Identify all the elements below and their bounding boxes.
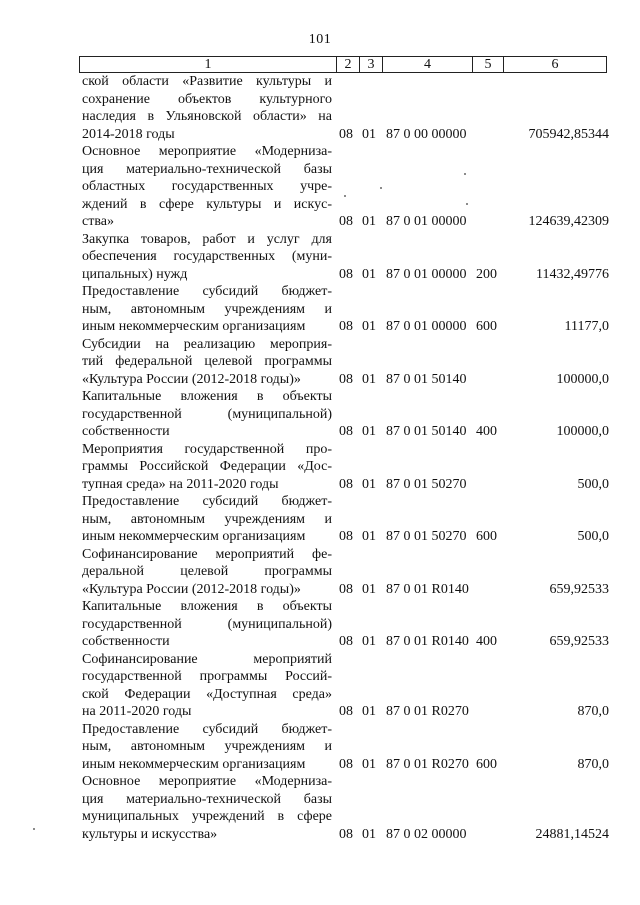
row-description [82,441,332,494]
header-col-1: 1 [80,57,337,73]
table-row [0,721,640,774]
description-line: Мероприятия государственной про- [82,441,332,457]
description-line: ция материально-технической базы [82,791,332,807]
row-description [82,73,332,143]
amount: 659,92533 [549,634,609,649]
description-line: ской Федерации «Доступная среда» [82,686,332,702]
subsection-code: 01 [362,529,376,544]
header-col-4: 4 [383,57,473,73]
section-code: 08 [339,126,353,142]
description-line: ской области «Развитие культуры и [82,74,332,89]
row-description [82,721,332,774]
row-description [82,283,332,336]
description-line: 2014-2018 годы [82,126,175,142]
row-description [82,336,332,389]
subsection-code: 01 [362,476,376,492]
section-code: 08 [339,476,353,492]
amount: 100000,0 [556,424,609,439]
section-code: 08 [339,634,353,649]
description-line: иным некоммерческим организациям [82,529,306,544]
description-line: граммы Российской Федерации «Дос- [82,459,332,474]
description-line: областных государственных учре- [82,179,332,194]
description-line: «Культура России (2012-2018 годы)» [82,371,301,387]
table-row [0,283,640,336]
row-description [82,598,332,651]
description-line: Основное мероприятие «Модерниза- [82,144,332,159]
amount: 500,0 [577,476,609,492]
table-row [0,388,640,441]
description-line: Предоставление субсидий бюджет- [82,721,332,737]
section-code: 08 [339,581,353,597]
description-line: государственной программы Россий- [82,669,332,684]
amount: 100000,0 [556,371,609,387]
subsection-code: 01 [362,756,376,772]
row-description [82,546,332,599]
target-article-code: 87 0 01 R0270 [386,756,469,772]
description-line: иным некоммерческим организациям [82,319,306,334]
scan-speck [466,203,468,205]
description-line: ным, автономным учреждениям и [82,301,332,317]
row-description [82,231,332,284]
header-col-5: 5 [473,57,504,73]
amount: 870,0 [577,756,609,772]
section-code: 08 [339,371,353,387]
description-line: обеспечения государственных (муни- [82,249,332,264]
table-row [0,143,640,231]
amount: 11177,0 [564,319,609,334]
subsection-code: 01 [362,214,376,229]
scan-speck [344,195,346,197]
description-line: Основное мероприятие «Модерниза- [82,774,332,789]
amount: 11432,49776 [536,266,609,282]
scan-speck [380,187,382,189]
target-article-code: 87 0 02 00000 [386,826,467,842]
header-col-3: 3 [360,57,383,73]
target-article-code: 87 0 01 R0270 [386,704,469,719]
description-line: собственности [82,424,170,439]
target-article-code: 87 0 01 R0140 [386,581,469,597]
target-article-code: 87 0 01 50270 [386,476,467,492]
subsection-code: 01 [362,424,376,439]
subsection-code: 01 [362,126,376,142]
row-description [82,773,332,843]
target-article-code: 87 0 01 50140 [386,424,467,439]
target-article-code: 87 0 01 00000 [386,319,467,334]
expense-type-code: 200 [476,266,497,282]
description-line: ципальных) нужд [82,266,188,282]
description-line: тий федеральной целевой программы [82,354,332,369]
section-code: 08 [339,704,353,719]
expense-type-code: 400 [476,424,497,439]
target-article-code: 87 0 01 00000 [386,214,467,229]
table-row [0,773,640,843]
description-line: Софинансирование мероприятий [82,651,332,667]
description-line: собственности [82,634,170,649]
subsection-code: 01 [362,634,376,649]
description-line: Софинансирование мероприятий фе- [82,546,332,562]
row-description [82,493,332,546]
section-code: 08 [339,266,353,282]
table-row [0,546,640,599]
row-description [82,388,332,441]
expense-type-code: 400 [476,634,497,649]
expense-type-code: 600 [476,319,497,334]
table-row [0,336,640,389]
amount: 705942,85344 [528,126,609,142]
amount: 870,0 [577,704,609,719]
page-number: 101 [308,32,332,47]
target-article-code: 87 0 01 50270 [386,529,467,544]
subsection-code: 01 [362,581,376,597]
section-code: 08 [339,826,353,842]
target-article-code: 87 0 00 00000 [386,126,467,142]
subsection-code: 01 [362,371,376,387]
subsection-code: 01 [362,704,376,719]
table-row [0,493,640,546]
subsection-code: 01 [362,319,376,334]
subsection-code: 01 [362,266,376,282]
description-line: сохранение объектов культурного [82,91,332,107]
description-line: Предоставление субсидий бюджет- [82,284,332,299]
amount: 659,92533 [549,581,609,597]
table-row [0,231,640,284]
table-row [0,598,640,651]
description-line: Капитальные вложения в объекты [82,599,332,614]
target-article-code: 87 0 01 50140 [386,371,467,387]
budget-table-body [0,73,640,843]
amount: 24881,14524 [535,826,609,842]
description-line: Предоставление субсидий бюджет- [82,494,332,509]
column-header-row [79,56,607,73]
target-article-code: 87 0 01 R0140 [386,634,469,649]
header-col-6: 6 [504,57,607,73]
row-description [82,143,332,231]
target-article-code: 87 0 01 00000 [386,266,467,282]
table-row [0,441,640,494]
description-line: «Культура России (2012-2018 годы)» [82,581,301,597]
section-code: 08 [339,529,353,544]
header-col-2: 2 [337,57,360,73]
description-line: иным некоммерческим организациям [82,756,306,772]
expense-type-code: 600 [476,756,497,772]
row-description [82,651,332,721]
description-line: наследия в Ульяновской области» на [82,109,332,124]
amount: 500,0 [577,529,609,544]
expense-type-code: 600 [476,529,497,544]
description-line: Закупка товаров, работ и услуг для [82,231,332,247]
description-line: муниципальных учреждений в сфере [82,809,332,824]
description-line: Субсидии на реализацию мероприя- [82,336,332,352]
description-line: тупная среда» на 2011-2020 годы [82,476,279,492]
description-line: ным, автономным учреждениям и [82,511,332,527]
subsection-code: 01 [362,826,376,842]
section-code: 08 [339,319,353,334]
table-row [0,73,640,143]
amount: 124639,42309 [528,214,609,229]
scan-speck [464,173,466,175]
description-line: на 2011-2020 годы [82,704,192,719]
description-line: ция материально-технической базы [82,161,332,177]
section-code: 08 [339,214,353,229]
description-line: деральной целевой программы [82,564,332,579]
section-code: 08 [339,424,353,439]
description-line: культуры и искусства» [82,826,218,842]
description-line: ждений в сфере культуры и искус- [82,196,332,212]
description-line: Капитальные вложения в объекты [82,389,332,404]
description-line: государственной (муниципальной) [82,406,332,422]
description-line: государственной (муниципальной) [82,616,332,632]
scan-speck [33,828,35,830]
table-row [0,651,640,721]
description-line: ства» [82,214,114,229]
description-line: ным, автономным учреждениям и [82,739,332,754]
section-code: 08 [339,756,353,772]
